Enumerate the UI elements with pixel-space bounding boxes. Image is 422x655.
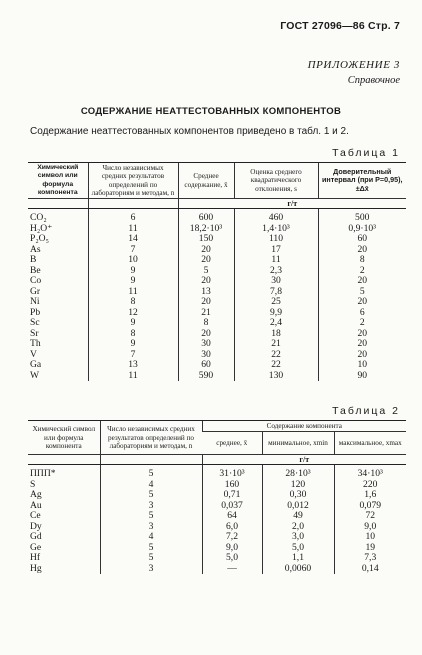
section-title: СОДЕРЖАНИЕ НЕАТТЕСТОВАННЫХ КОМПОНЕНТОВ (80, 106, 342, 117)
table1-caption: Таблица 1 (332, 147, 400, 159)
table2-header-max: максимальное, xmax (334, 432, 406, 455)
table-cell: 11 (88, 224, 178, 235)
table-cell: 0,71 (202, 490, 262, 501)
appendix-title: ПРИЛОЖЕНИЕ 3 (307, 59, 400, 71)
table-cell: 6 (318, 308, 406, 319)
table-cell: 30 (234, 276, 318, 287)
table-cell: 31·10³ (202, 465, 262, 480)
table-cell: B (30, 254, 37, 266)
table-cell: 0,30 (262, 490, 334, 501)
table-cell: 5,0 (202, 553, 262, 564)
appendix-label (308, 58, 400, 88)
table-cell: 1,6 (334, 490, 406, 501)
table-cell: 60 (318, 234, 406, 245)
table-cell: 11 (88, 287, 178, 298)
table-cell: 13 (178, 287, 234, 298)
table-cell: Dy (30, 520, 42, 532)
table-cell: 5 (318, 287, 406, 298)
table2-body (28, 465, 406, 575)
table-cell: 220 (334, 480, 406, 491)
table-cell: 9 (88, 318, 178, 329)
table-row (28, 224, 406, 235)
table2-header-row (28, 421, 406, 432)
table-cell: 21 (234, 339, 318, 350)
table-cell: 1,4·10³ (234, 224, 318, 235)
table-cell: P₂O₅ (30, 233, 49, 245)
table-row (28, 266, 406, 277)
table-cell: 9 (88, 339, 178, 350)
table2-header-min: минимальное, xmin (262, 432, 334, 455)
table-cell: 9 (88, 276, 178, 287)
table-cell: As (30, 243, 41, 255)
table-cell: 7 (88, 350, 178, 361)
table-cell: 2 (318, 266, 406, 277)
table-cell: 8 (88, 297, 178, 308)
table-cell: Be (30, 264, 41, 276)
table-cell: 5 (178, 266, 234, 277)
table-cell: 7,8 (234, 287, 318, 298)
table-cell: 22 (234, 360, 318, 371)
table1-unit: г/т (178, 199, 406, 209)
table-cell: 12 (88, 308, 178, 319)
table-cell: 10 (334, 532, 406, 543)
table-cell: 72 (334, 511, 406, 522)
table-cell: 9,0 (334, 522, 406, 533)
table-cell: 30 (178, 339, 234, 350)
table1-header-interval: Доверительный интервал (при P=0,95), ±Δx̄ (318, 163, 406, 199)
table-cell: 90 (318, 371, 406, 382)
table-cell: 22 (234, 350, 318, 361)
table-cell: 0,037 (202, 501, 262, 512)
intro-text: Содержание неаттестованных компонентов приведено в табл. 1 и 2. (30, 126, 349, 137)
table-row (28, 465, 406, 480)
table-cell: 20 (318, 245, 406, 256)
table-cell: 600 (178, 209, 234, 224)
table-cell: Th (30, 338, 41, 350)
table2-unit: г/т (202, 455, 406, 465)
table-cell: 3 (100, 522, 202, 533)
table-cell: 9,9 (234, 308, 318, 319)
table2-header-mean: среднее, x̄ (202, 432, 262, 455)
table-cell: Gd (30, 531, 42, 543)
table-row (28, 276, 406, 287)
table-cell: 6,0 (202, 522, 262, 533)
table-cell: 2 (318, 318, 406, 329)
table-row (28, 308, 406, 319)
table-cell: 2,3 (234, 266, 318, 277)
table-row (28, 522, 406, 533)
table-cell: — (202, 564, 262, 575)
table-cell: 9,0 (202, 543, 262, 554)
table-row (28, 564, 406, 575)
table-cell: 5 (100, 490, 202, 501)
table2-header-group: Содержание компонента (202, 421, 406, 432)
table-row (28, 543, 406, 554)
table-cell: S (30, 478, 36, 490)
table-cell: Ni (30, 296, 40, 308)
table-cell: 1,1 (262, 553, 334, 564)
table-cell: 20 (318, 329, 406, 340)
table-cell: Gr (30, 285, 41, 297)
table-cell: 64 (202, 511, 262, 522)
appendix-subtitle: Справочное (347, 75, 400, 86)
table-row (28, 245, 406, 256)
table-cell: 18,2·10³ (178, 224, 234, 235)
table-row (28, 329, 406, 340)
table1-header-count: Число независимых средних результатов определений по лабораториям и методам, n (88, 163, 178, 199)
table-row (28, 360, 406, 371)
table1-header-symbol: Химический символ или формула компонента (28, 163, 88, 199)
table-cell: 150 (178, 234, 234, 245)
table-cell: 8 (88, 329, 178, 340)
table-cell: 160 (202, 480, 262, 491)
table-row (28, 234, 406, 245)
table-row (28, 297, 406, 308)
table-cell: 4 (100, 532, 202, 543)
table-cell: 11 (88, 371, 178, 382)
table-cell: 460 (234, 209, 318, 224)
table-cell: 25 (234, 297, 318, 308)
table-row (28, 255, 406, 266)
table-cell: Sr (30, 327, 39, 339)
table-cell: 7,3 (334, 553, 406, 564)
table-cell: 130 (234, 371, 318, 382)
table-row (28, 318, 406, 329)
table-cell: 20 (178, 329, 234, 340)
table-cell: 590 (178, 371, 234, 382)
table-cell: 10 (318, 360, 406, 371)
table-cell: 9 (88, 266, 178, 277)
table-cell: 500 (318, 209, 406, 224)
table-cell: 0,079 (334, 501, 406, 512)
table-cell: 34·10³ (334, 465, 406, 480)
table-cell: 2,4 (234, 318, 318, 329)
table2-header-count: Число независимых средних результатов определений по лабораториям и методам, n (100, 421, 202, 455)
table-cell: 28·10³ (262, 465, 334, 480)
table-cell: 3 (100, 564, 202, 575)
table-cell: 8 (318, 255, 406, 266)
table-cell: 17 (234, 245, 318, 256)
table-cell: 14 (88, 234, 178, 245)
table-cell: 6 (88, 209, 178, 224)
table-cell: 7,2 (202, 532, 262, 543)
table2-header-symbol: Химический символ или формула компонента (28, 421, 100, 455)
table-cell: V (30, 348, 37, 360)
table-cell: 4 (100, 480, 202, 491)
table2-caption: Таблица 2 (332, 405, 400, 417)
table-cell: Hg (30, 562, 42, 574)
table-cell: 5 (100, 465, 202, 480)
table-cell: 5 (100, 511, 202, 522)
page-header: ГОСТ 27096—86 Стр. 7 (280, 20, 400, 32)
table-cell: 5 (100, 553, 202, 564)
table-2 (28, 420, 406, 574)
table-cell: 21 (178, 308, 234, 319)
table1-header-sd: Оценка среднего квадратического отклонения, s (234, 163, 318, 199)
table-cell: 20 (318, 339, 406, 350)
table-cell: 20 (178, 276, 234, 287)
table-cell: Ga (30, 359, 42, 371)
table-cell: ППП* (30, 468, 56, 480)
table-cell: W (30, 369, 40, 381)
table-cell: 18 (234, 329, 318, 340)
table-cell: 20 (178, 255, 234, 266)
table-cell: 2,0 (262, 522, 334, 533)
table-cell: 30 (178, 350, 234, 361)
table-cell: 0,14 (334, 564, 406, 575)
table-cell: 60 (178, 360, 234, 371)
table-cell: CO₂ (30, 212, 47, 224)
table-row (28, 511, 406, 522)
table-cell: 20 (318, 297, 406, 308)
table-row (28, 480, 406, 491)
table-row (28, 490, 406, 501)
table-row (28, 553, 406, 564)
table-cell: 110 (234, 234, 318, 245)
table-cell: 5,0 (262, 543, 334, 554)
table-cell: Ge (30, 541, 42, 553)
table-cell: 0,9·10³ (318, 224, 406, 235)
table-1 (28, 162, 406, 381)
table-cell: 19 (334, 543, 406, 554)
table-row (28, 371, 406, 382)
table2-unit-row (28, 455, 406, 465)
table-cell: 10 (88, 255, 178, 266)
table-cell: Ag (30, 489, 42, 501)
table-cell: 7 (88, 245, 178, 256)
table-cell: 120 (262, 480, 334, 491)
table-cell: Hf (30, 552, 41, 564)
table-cell: 20 (178, 297, 234, 308)
table-cell: Co (30, 275, 42, 287)
table-row (28, 350, 406, 361)
table-row (28, 501, 406, 512)
table-cell: Au (30, 499, 42, 511)
table-row (28, 532, 406, 543)
table1-header-mean: Среднее содержание, x̄ (178, 163, 234, 199)
table-cell: 20 (318, 276, 406, 287)
table1-unit-row (28, 199, 406, 209)
table-cell: 8 (178, 318, 234, 329)
table1-header-row (28, 163, 406, 199)
table-cell: 0,012 (262, 501, 334, 512)
table-cell: 20 (318, 350, 406, 361)
table-cell: 0,0060 (262, 564, 334, 575)
table-cell: Pb (30, 306, 41, 318)
table-row (28, 209, 406, 224)
table-cell: H₂O⁺ (30, 222, 53, 234)
table-cell: Sc (30, 317, 40, 329)
table-cell: 3,0 (262, 532, 334, 543)
table-cell: 20 (178, 245, 234, 256)
table-row (28, 287, 406, 298)
table-cell: 5 (100, 543, 202, 554)
table-row (28, 339, 406, 350)
table-cell: Ce (30, 510, 41, 522)
table-cell: 3 (100, 501, 202, 512)
table-cell: 49 (262, 511, 334, 522)
table-cell: 11 (234, 255, 318, 266)
table1-body (28, 209, 406, 382)
table-cell: 13 (88, 360, 178, 371)
